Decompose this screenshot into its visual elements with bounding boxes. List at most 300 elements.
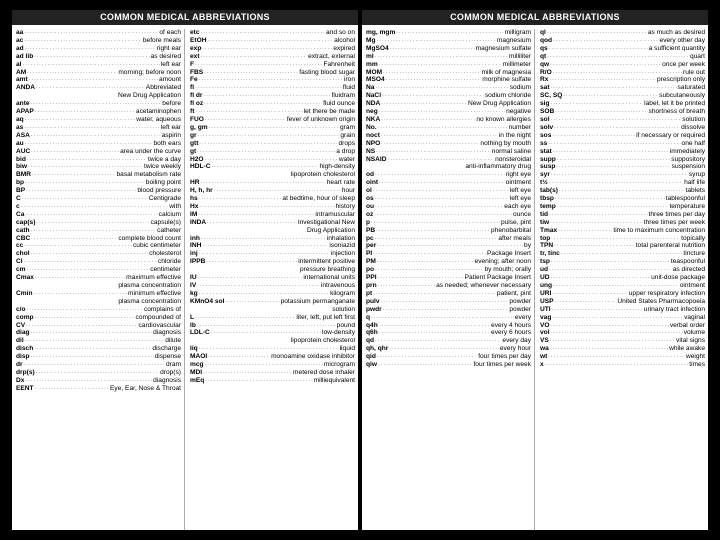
dot-leader — [199, 140, 337, 148]
definition: centimeter — [150, 266, 181, 274]
definition: vaginal — [684, 313, 705, 321]
definition: in the night — [498, 131, 531, 139]
dot-leader — [22, 195, 148, 203]
abbreviation-entry — [362, 250, 534, 258]
abbreviation: syr — [540, 171, 550, 179]
abbreviation: IV — [190, 282, 197, 289]
abbreviation: exp — [190, 44, 202, 52]
definition: kilogram — [330, 289, 355, 297]
abbreviation-entry — [362, 203, 534, 211]
abbreviation: per — [366, 242, 377, 250]
abbreviation: INH — [190, 242, 202, 250]
dot-leader — [552, 290, 627, 298]
abbreviation: q4h — [366, 321, 378, 329]
abbreviation-entry — [186, 116, 358, 124]
abbreviation: wt — [540, 353, 548, 361]
abbreviation: gt — [190, 147, 197, 155]
dot-leader — [378, 361, 472, 369]
abbreviation: qd — [366, 337, 375, 345]
abbreviation-entry — [362, 329, 534, 337]
abbreviation-entry — [362, 37, 534, 45]
abbreviation-entry — [12, 29, 184, 37]
abbreviations-page-left — [12, 10, 358, 530]
dot-leader — [195, 84, 342, 92]
abbreviation-entry — [12, 353, 184, 361]
dot-leader — [549, 266, 672, 274]
definition: by — [524, 242, 531, 250]
abbreviation: fl oz — [190, 100, 204, 108]
abbreviation-entry — [12, 84, 184, 92]
definition: teaspoonful — [670, 258, 705, 266]
dot-leader — [225, 298, 279, 306]
dot-leader — [31, 148, 119, 156]
definition: prescription only — [656, 76, 705, 84]
abbreviation: MgSO4 — [366, 44, 389, 52]
definition: by mouth; orally — [484, 266, 531, 274]
dot-leader — [201, 235, 326, 243]
abbreviation-entry — [12, 156, 184, 164]
dot-leader — [199, 203, 334, 211]
abbreviation-entry — [12, 140, 184, 148]
dot-leader — [205, 116, 286, 124]
dot-leader — [547, 53, 689, 61]
abbreviation: t½ — [540, 179, 548, 187]
abbreviation: al — [16, 60, 22, 68]
abbreviation-entry — [536, 92, 708, 100]
abbreviation-entry — [12, 171, 184, 179]
dot-leader — [376, 148, 491, 156]
dot-leader — [552, 314, 683, 322]
abbreviation-entry — [536, 306, 708, 314]
abbreviation: PI — [366, 250, 373, 258]
definition: dram — [165, 361, 181, 369]
abbreviation: drp(s) — [16, 368, 35, 376]
abbreviations-page-right — [362, 10, 708, 530]
dot-leader — [203, 92, 330, 100]
abbreviation-column — [362, 29, 535, 530]
dot-leader — [554, 124, 680, 132]
abbreviation-entry — [536, 195, 708, 203]
definition: every — [514, 313, 531, 321]
dot-leader — [553, 148, 669, 156]
abbreviation: FBS — [190, 68, 204, 76]
definition: acetaminophen — [135, 108, 181, 116]
definition: syrup — [688, 171, 705, 179]
dot-leader — [374, 211, 512, 219]
abbreviation: pwdr — [366, 305, 382, 313]
abbreviation: ad lib — [16, 52, 34, 60]
abbreviation: IPPB — [190, 258, 206, 266]
dot-leader — [555, 108, 647, 116]
dot-leader — [32, 171, 115, 179]
dot-leader — [31, 100, 162, 108]
abbreviation-entry — [12, 322, 184, 330]
abbreviation-entry — [12, 76, 184, 84]
abbreviation: tid — [540, 210, 549, 218]
abbreviation-entry — [536, 219, 708, 227]
definition: diagnosis — [153, 376, 181, 384]
definition: each eye — [504, 202, 531, 210]
dot-leader — [35, 314, 135, 322]
abbreviation-entry — [186, 203, 358, 211]
definition: New Drug Application — [467, 100, 531, 108]
abbreviation: Na — [366, 84, 375, 92]
definition: solution — [682, 115, 705, 123]
abbreviation-entry — [12, 306, 184, 314]
abbreviation: po — [366, 266, 375, 274]
definition: dispense — [154, 353, 181, 361]
abbreviation-entry — [12, 179, 184, 187]
abbreviation: oz — [366, 210, 374, 218]
definition: sodium chloride — [484, 92, 531, 100]
definition: complains of — [143, 305, 181, 313]
definition: area under the curve — [120, 147, 181, 155]
abbreviation-entry — [186, 235, 358, 243]
abbreviation-entry — [186, 108, 358, 116]
definition: milligram — [504, 29, 531, 36]
abbreviation-entry — [12, 187, 184, 195]
definition: one half — [681, 139, 705, 147]
abbreviation: HR — [190, 179, 200, 187]
abbreviation: NaCl — [366, 92, 382, 100]
definition: morphine sulfate — [482, 76, 531, 84]
abbreviation: wa — [540, 345, 549, 353]
definition: inhalation — [326, 234, 355, 242]
abbreviation-entry — [186, 282, 358, 290]
definition: nothing by mouth — [480, 139, 531, 147]
abbreviation-entry — [536, 45, 708, 53]
abbreviation: sig — [540, 100, 550, 108]
abbreviation-entry — [362, 140, 534, 148]
definition: as much as desired — [647, 29, 705, 36]
abbreviation-entry — [362, 76, 534, 84]
definition: four times per week — [473, 361, 531, 369]
dot-leader — [375, 171, 505, 179]
abbreviation: cap(s) — [16, 218, 36, 226]
abbreviation-entry — [12, 274, 184, 282]
abbreviation: sol — [540, 115, 550, 123]
dot-leader — [31, 227, 157, 235]
abbreviation-entry — [362, 69, 534, 77]
abbreviation: x — [540, 361, 544, 369]
abbreviation: qod — [540, 36, 553, 44]
dot-leader — [205, 361, 323, 369]
abbreviation-entry — [186, 69, 358, 77]
abbreviation: cm — [16, 266, 26, 274]
abbreviation-entry — [536, 203, 708, 211]
abbreviation: MAOI — [190, 353, 208, 361]
dot-leader — [198, 132, 340, 140]
definition: patient, pint — [496, 289, 531, 297]
definition: every 6 hours — [491, 329, 531, 337]
abbreviation-entry — [362, 179, 534, 187]
definition: millimeter — [502, 60, 531, 68]
abbreviation-entry — [362, 274, 534, 282]
dot-leader — [201, 53, 308, 61]
dot-leader — [375, 203, 503, 211]
dot-leader — [201, 29, 326, 37]
dot-leader — [204, 69, 298, 77]
abbreviation: VS — [540, 337, 549, 345]
definition: Fahrenheit — [323, 60, 355, 68]
abbreviation-entry — [536, 227, 708, 235]
dot-leader — [381, 140, 479, 148]
abbreviation: mcg — [190, 361, 204, 369]
abbreviation: vag — [540, 313, 552, 321]
definition: ounce — [513, 210, 531, 218]
dot-leader — [25, 140, 153, 148]
abbreviation: HDL-C — [190, 163, 211, 171]
abbreviation-entry — [12, 69, 184, 77]
abbreviation-entry — [12, 219, 184, 227]
definition: Centigrade — [148, 195, 181, 203]
abbreviation: LDL-C — [190, 329, 210, 337]
abbreviation: ud — [540, 266, 549, 274]
abbreviation-entry — [186, 369, 358, 377]
definition: every hour — [499, 345, 531, 353]
abbreviation: Cmin — [16, 289, 33, 297]
abbreviation: g, gm — [190, 123, 208, 131]
abbreviation: cc — [16, 242, 24, 250]
dot-leader — [375, 266, 483, 274]
definition: suspension — [671, 163, 705, 171]
definition: times — [689, 361, 705, 369]
abbreviation: fl — [190, 84, 195, 92]
definition-continued: anti-inflammatory drug — [465, 163, 531, 171]
definition: of each — [159, 29, 181, 36]
abbreviation: sos — [540, 131, 552, 139]
abbreviation: Fe — [190, 76, 198, 84]
abbreviation-entry — [362, 219, 534, 227]
dot-leader — [201, 179, 326, 187]
dot-leader — [381, 298, 509, 306]
abbreviation: R/O — [540, 68, 552, 76]
dot-leader — [24, 29, 158, 37]
definition: United States Pharmacopoeia — [617, 297, 705, 305]
abbreviation: BMR — [16, 171, 32, 179]
definition: diagnosis — [153, 329, 181, 337]
definition: negative — [506, 108, 531, 116]
abbreviation-entry — [12, 227, 184, 235]
abbreviation-entry — [186, 148, 358, 156]
dot-leader — [551, 258, 670, 266]
definition: cholesterol — [149, 250, 181, 258]
dot-leader — [553, 282, 679, 290]
abbreviation-entry — [186, 329, 358, 337]
definition: Package Insert — [487, 250, 531, 258]
abbreviation: F — [190, 60, 195, 68]
definition: fluid ounce — [323, 100, 355, 108]
dot-leader — [378, 124, 508, 132]
definition: sodium — [509, 84, 531, 92]
abbreviation: NPO — [366, 139, 381, 147]
abbreviation: EENT — [16, 384, 34, 392]
abbreviation: Dx — [16, 376, 25, 384]
abbreviation-entry — [12, 53, 184, 61]
definition-continued: lipoprotein cholesterol — [290, 337, 355, 345]
abbreviation-entry — [362, 298, 534, 306]
dot-leader — [381, 100, 467, 108]
definition: half life — [684, 179, 705, 187]
dot-leader — [383, 306, 509, 314]
abbreviation-entry — [12, 45, 184, 53]
abbreviation-column — [536, 29, 708, 530]
definition: compounded of — [135, 313, 181, 321]
abbreviation: pt — [366, 289, 373, 297]
abbreviation-entry — [12, 337, 184, 345]
abbreviation: NDA — [366, 100, 381, 108]
definition: right ear — [156, 44, 181, 52]
abbreviation: pc — [366, 234, 374, 242]
definition: expired — [333, 44, 355, 52]
abbreviation: biw — [16, 163, 27, 171]
abbreviation: ASA — [16, 131, 30, 139]
definition: with — [169, 202, 181, 210]
definition: liter, left, put left first — [296, 313, 355, 321]
abbreviation: ft — [190, 108, 195, 116]
definition: water, aqueous — [136, 115, 181, 123]
dot-leader — [379, 329, 490, 337]
dot-leader — [27, 306, 143, 314]
dot-leader — [378, 274, 464, 282]
abbreviation: FUO — [190, 115, 204, 123]
definition: metered dose inhaler — [293, 368, 355, 376]
definition: and so on — [326, 29, 355, 36]
definition-continued: plasma concentration — [118, 282, 181, 289]
abbreviation: L — [190, 313, 195, 321]
definition-continued: lipoprotein cholesterol — [290, 171, 355, 179]
definition-continued: plasma concentration — [118, 297, 181, 305]
dot-leader — [548, 353, 685, 361]
dot-leader — [548, 140, 680, 148]
abbreviation-entry — [362, 345, 534, 353]
definition: maximum effective — [126, 274, 181, 282]
definition: let there be made — [303, 108, 355, 116]
definition: iron — [344, 76, 355, 84]
abbreviation: APAP — [16, 108, 34, 116]
dot-leader — [389, 345, 499, 353]
abbreviation: bid — [16, 155, 26, 163]
abbreviation: stat — [540, 147, 552, 155]
dot-leader — [396, 29, 503, 37]
abbreviation-entry — [186, 219, 358, 227]
page-title: COMMON MEDICAL ABBREVIATIONS — [12, 10, 358, 25]
definition: time to maximum concentration — [613, 226, 705, 234]
dot-leader — [35, 108, 135, 116]
abbreviation: NSAID — [366, 155, 387, 163]
abbreviation-entry — [186, 132, 358, 140]
abbreviation-entry — [536, 61, 708, 69]
definition: weight — [685, 353, 705, 361]
abbreviation: os — [366, 195, 374, 203]
dot-leader — [378, 282, 435, 290]
abbreviation-entry — [362, 322, 534, 330]
abbreviation: AUC — [16, 147, 31, 155]
abbreviation: tbsp — [540, 195, 554, 203]
definition: vital signs — [676, 337, 705, 345]
abbreviation-entry — [12, 211, 184, 219]
abbreviation-entry — [186, 179, 358, 187]
definition: urinary tract infection — [643, 305, 705, 313]
definition: aspirin — [161, 131, 181, 139]
abbreviation-entry — [362, 282, 534, 290]
dot-leader — [551, 116, 682, 124]
definition: Eye, Ear, Nose & Throat — [110, 384, 181, 392]
abbreviation-entry — [12, 132, 184, 140]
definition: tincture — [683, 250, 705, 258]
abbreviation: ql — [540, 29, 546, 36]
dot-leader — [25, 116, 136, 124]
abbreviation: diag — [16, 329, 30, 337]
dot-leader — [24, 242, 132, 250]
abbreviation: KMnO4 sol — [190, 297, 225, 305]
dot-leader — [36, 219, 149, 227]
abbreviation-entry — [536, 124, 708, 132]
definition: number — [508, 123, 531, 131]
definition: minimum effective — [127, 289, 181, 297]
definition: drops — [338, 139, 355, 147]
abbreviation-entry — [12, 203, 184, 211]
definition: complete blood count — [118, 234, 181, 242]
definition: cubic centimeter — [132, 242, 181, 250]
abbreviation: comp — [16, 313, 34, 321]
definition: high-density — [319, 163, 355, 171]
dot-leader — [25, 337, 165, 345]
abbreviation-entry — [362, 258, 534, 266]
abbreviation: cath — [16, 226, 30, 234]
definition: cardiovascular — [138, 321, 181, 329]
abbreviation: tsp — [540, 258, 550, 266]
dot-leader — [199, 345, 339, 353]
abbreviation-entry — [362, 61, 534, 69]
abbreviation: ol — [366, 187, 372, 195]
definition: microgram — [323, 361, 355, 369]
abbreviation-entry — [12, 100, 184, 108]
dot-leader — [34, 345, 151, 353]
abbreviation: qt — [540, 52, 547, 60]
abbreviation-entry — [186, 345, 358, 353]
abbreviation: q6h — [366, 329, 378, 337]
dot-leader — [25, 211, 157, 219]
dot-leader — [554, 242, 635, 250]
definition: capsule(s) — [150, 218, 181, 226]
dot-leader — [550, 61, 661, 69]
definition: powder — [509, 297, 531, 305]
abbreviation-entry — [536, 76, 708, 84]
abbreviation: ss — [540, 139, 548, 147]
abbreviation-entry — [12, 266, 184, 274]
definition: evening; after noon — [474, 258, 531, 266]
abbreviation-entry — [536, 329, 708, 337]
dot-leader — [202, 45, 332, 53]
definition: before meals — [142, 36, 181, 44]
dot-leader — [379, 61, 502, 69]
dot-leader — [549, 211, 647, 219]
definition: as needed; whenever necessary — [436, 282, 531, 289]
dot-leader — [25, 377, 152, 385]
definition: a drop — [336, 147, 355, 155]
abbreviation: CV — [16, 321, 26, 329]
abbreviation: ou — [366, 202, 375, 210]
definition: morning; before noon — [118, 68, 181, 76]
abbreviation-entry — [12, 290, 184, 298]
definition: powder — [509, 305, 531, 313]
abbreviation-entry — [362, 124, 534, 132]
dot-leader — [373, 290, 496, 298]
dot-leader — [550, 337, 675, 345]
abbreviation: temp — [540, 202, 556, 210]
page-title: COMMON MEDICAL ABBREVIATIONS — [362, 10, 708, 25]
